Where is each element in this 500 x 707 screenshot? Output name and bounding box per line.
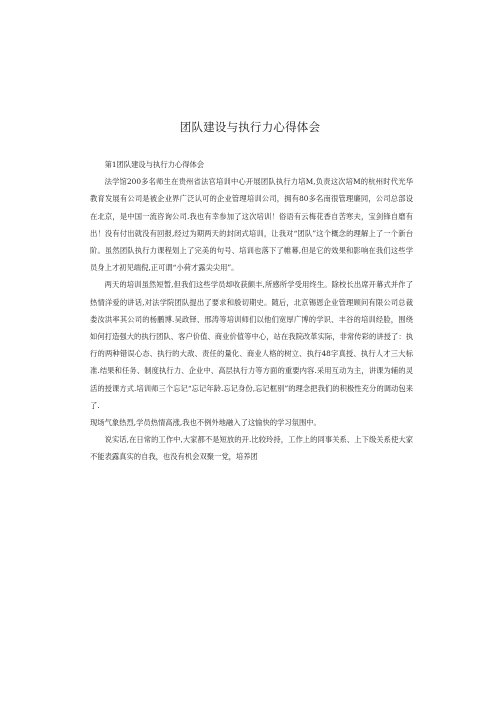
paragraph-reflection: 说实话,在日常的工作中,大家都不是短放的开.比较玲持，工作上的同事关系、上下级关系使大家不能表露真实的自我，也没有机会双聚一党，培养团 xyxy=(90,435,413,462)
document-title: 团队建设与执行力心得体会 xyxy=(179,120,321,134)
paragraph-training-intro: 法学馆200多名师生在贵州省法官培训中心开展团队执行力培M,负责这次培M的杭州时代光华教育发展有公司是被企业界广泛认可的企业管理培训公司，拥有80多名南很管理廉同，公司总部设在北京，是中国一流咨询公司.我也有幸参加了这次培训！俗语有云梅花香自苦寒夫，宝剑锋自磨有出！没有付出就没有回报,经过为期两天的封闭式培训，让我对“团队”这个概念的理解上了一个新台阶。虽然团队执行力课程划上了完美的句号、培训也落下了帷幕,但是它的效果和影响在我们这些学员身上才初见端倪,正可谓“小荷才露尖尖用”。 xyxy=(90,177,413,273)
paragraph-atmosphere: 现场气象热烈,学员热情高涨,我也不例外地融入了这愉快的学习氛围中。 xyxy=(90,418,321,428)
paragraph-heading: 第1团队建设与执行力心得体会 xyxy=(104,160,205,169)
document-body xyxy=(90,156,413,466)
paragraph-training-content: 两天的培训虽然短暂,但我们这些学员却收获颇丰,所感所学受用终生。除校长出席开幕式并作了热情洋爱的讲话,对法学院团队提出了要求和殷切期史。随后，北京锡恩企业管理顾问有限公司总裁娄汝洪率其公司的杨鹏博.吴政铎、邢涛等培训师们以他们宽厚广博的学识、丰谷的培训经脸，围绕如何打造强大的执行团队、客户价值、商业价值等中心，站在我院改革实际，非常传彩的讲授了：执行的两种错误心态、执行的大敌、责任的量化、商业人格的树立、执行48字真授、执行人才三大标准.结果和任务、制度执行力、企业中、高层执行力等方面的重要内容.采用互动为主，讲课为辅的灵活的授课方式.培训师三个忘记“忘记年龄.忘记身份,忘记框别”的理念把我们的积极性充分的调动包来了. xyxy=(90,280,413,410)
